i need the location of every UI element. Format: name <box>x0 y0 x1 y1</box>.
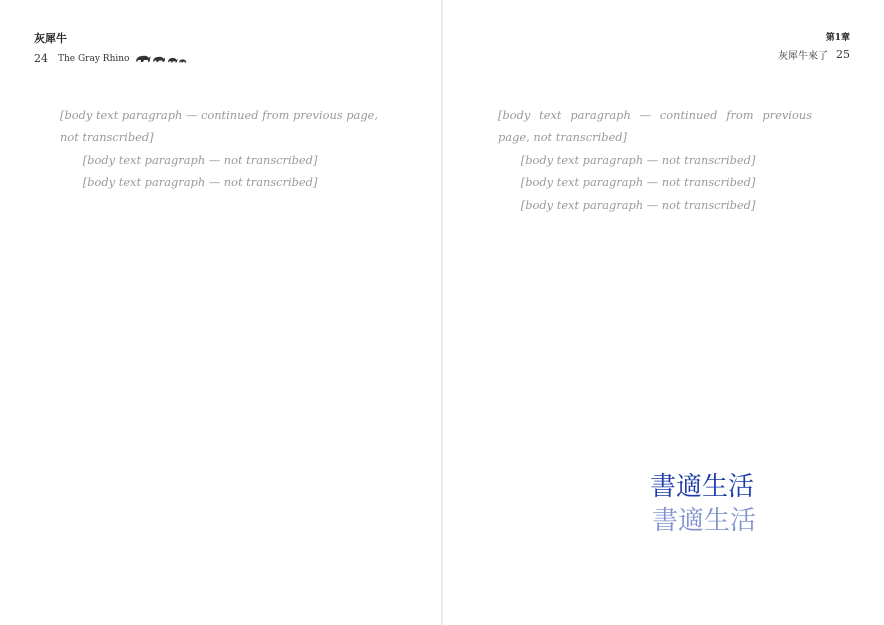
right-running-header <box>778 30 850 62</box>
right-body-text <box>498 104 812 216</box>
body-paragraph: [body text paragraph — not transcribed] <box>82 175 318 190</box>
body-paragraph: [body text paragraph — not transcribed] <box>520 197 756 212</box>
body-paragraph: [body text paragraph — not transcribed] <box>82 152 318 167</box>
left-body-text <box>60 104 378 194</box>
body-paragraph: [body text paragraph — continued from previous page, not transcribed] <box>60 108 378 145</box>
watermark-text: 書適生活 <box>650 472 755 502</box>
left-page-number: 24 <box>34 52 48 65</box>
body-paragraph: [body text paragraph — not transcribed] <box>520 175 756 190</box>
right-page-number: 25 <box>836 48 850 61</box>
watermark-text-shadow: 書適生活 <box>652 506 757 536</box>
left-running-header <box>34 30 187 68</box>
chapter-number: 第1章 <box>825 33 850 43</box>
body-paragraph: [body text paragraph — not transcribed] <box>520 152 756 167</box>
chapter-title: 灰犀牛來了 <box>778 51 828 62</box>
watermark <box>650 470 756 538</box>
rhino-herd-icon <box>135 49 187 68</box>
book-title-en: The Gray Rhino <box>58 53 130 64</box>
book-title-zh: 灰犀牛 <box>34 32 67 45</box>
body-paragraph: [body text paragraph — continued from previous page, not transcribed] <box>498 108 812 145</box>
